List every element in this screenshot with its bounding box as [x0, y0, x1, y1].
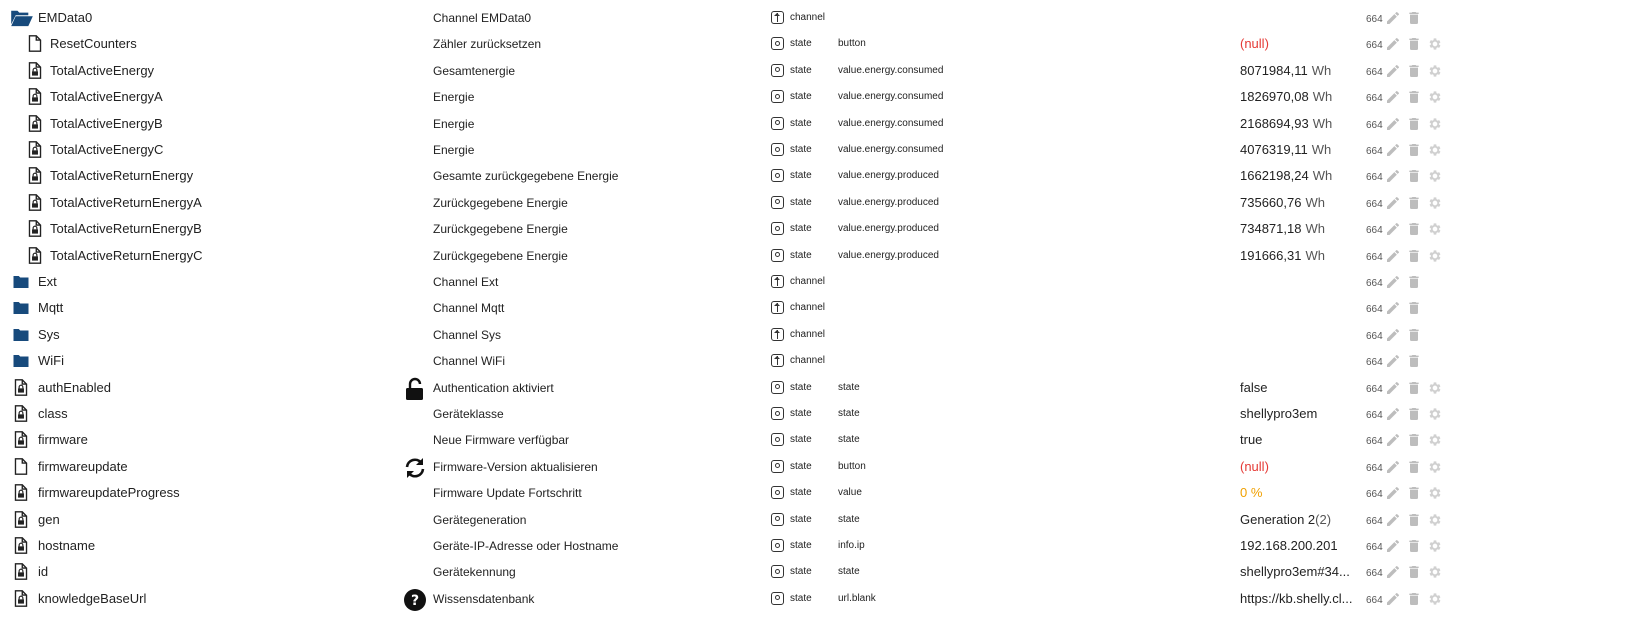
acl-rights: 664 — [1366, 251, 1383, 263]
object-role: value.energy.consumed — [838, 117, 944, 129]
object-name: WiFi — [38, 353, 64, 369]
gear-icon[interactable] — [1427, 195, 1443, 211]
tree-row-gen[interactable] — [0, 507, 1635, 533]
object-description: Gerätegeneration — [433, 512, 527, 527]
value-unit: Wh — [1312, 168, 1333, 184]
value-unit: Wh — [1305, 221, 1325, 237]
gear-icon[interactable] — [1427, 248, 1443, 264]
folder-icon[interactable] — [10, 352, 28, 370]
trash-icon[interactable] — [1406, 10, 1422, 26]
object-name: ResetCounters — [50, 36, 137, 52]
gear-icon[interactable] — [1427, 142, 1443, 158]
acl-rights: 664 — [1366, 40, 1383, 52]
gear-icon[interactable] — [1427, 36, 1443, 52]
value-text: 1826970,08 — [1240, 89, 1309, 105]
trash-icon[interactable] — [1406, 248, 1422, 264]
folder-open-icon[interactable] — [10, 9, 28, 27]
object-type: state — [790, 170, 812, 182]
gear-icon[interactable] — [1427, 406, 1443, 422]
trash-icon[interactable] — [1406, 36, 1422, 52]
object-role: value.energy.produced — [838, 249, 939, 261]
tree-row-TotalActiveEnergyA[interactable] — [0, 84, 1635, 110]
object-description: Zähler zurücksetzen — [433, 37, 542, 52]
object-name: hostname — [38, 538, 96, 553]
object-type: channel — [790, 276, 826, 287]
trash-icon[interactable] — [1406, 432, 1422, 448]
pencil-icon[interactable] — [1385, 406, 1401, 422]
value-text: 191666,31 — [1240, 247, 1302, 263]
tree-row-ResetCounters[interactable] — [0, 31, 1635, 57]
object-name: TotalActiveEnergyA — [50, 89, 163, 105]
object-value[interactable] — [1240, 31, 1269, 57]
file-lock-icon — [14, 405, 32, 423]
value-text: 4076319,11 — [1240, 142, 1308, 157]
pencil-icon[interactable] — [1385, 564, 1401, 580]
acl-rights: 664 — [1366, 66, 1383, 78]
object-description: Wissensdatenbank — [433, 591, 535, 606]
acl-rights: 664 — [1366, 146, 1383, 157]
object-type: state — [790, 513, 812, 525]
trash-icon[interactable] — [1406, 274, 1422, 290]
value-text: (null) — [1240, 36, 1269, 52]
object-description: Gesamtenergie — [433, 63, 516, 78]
object-type: state — [790, 196, 812, 208]
refresh-icon — [403, 456, 427, 480]
tree-row-TotalActiveReturnEnergyB[interactable] — [0, 216, 1635, 242]
object-description: Gerätekennung — [433, 565, 516, 580]
object-type: state — [790, 408, 812, 419]
object-value[interactable] — [1240, 190, 1325, 216]
file-lock-icon — [14, 511, 32, 529]
object-description: Geräteklasse — [433, 407, 504, 421]
state-type-icon — [771, 592, 784, 605]
object-value[interactable] — [1240, 137, 1331, 163]
object-type: channel — [790, 302, 826, 314]
object-description: Zurückgegebene Energie — [433, 222, 568, 237]
value-text: https://kb.shelly.cl... — [1240, 590, 1353, 606]
folder-icon[interactable] — [10, 299, 28, 317]
tree-row-id[interactable] — [0, 559, 1635, 585]
pencil-icon[interactable] — [1385, 432, 1401, 448]
pencil-icon[interactable] — [1385, 116, 1401, 132]
object-type: channel — [790, 355, 826, 367]
object-description: Channel Ext — [433, 275, 499, 289]
state-type-icon — [771, 196, 784, 209]
object-value[interactable] — [1240, 84, 1332, 110]
acl-rights: 664 — [1366, 462, 1383, 474]
object-value[interactable] — [1240, 454, 1269, 480]
value-text: 192.168.200.201 — [1240, 538, 1338, 553]
pencil-icon[interactable] — [1385, 221, 1401, 237]
file-lock-icon — [28, 88, 46, 106]
object-role: button — [838, 38, 866, 50]
trash-icon[interactable] — [1406, 116, 1422, 132]
value-unit: Wh — [1311, 62, 1332, 78]
value-text: false — [1240, 379, 1268, 395]
trash-icon[interactable] — [1406, 380, 1422, 396]
gear-icon[interactable] — [1427, 432, 1443, 448]
pencil-icon[interactable] — [1385, 485, 1401, 501]
value-text: 0 % — [1240, 485, 1263, 501]
file-lock-icon — [28, 62, 46, 80]
file-lock-icon — [14, 537, 32, 555]
value-text: 8071984,11 — [1240, 62, 1308, 78]
value-text: shellypro3em — [1240, 406, 1318, 421]
state-type-icon — [771, 539, 784, 552]
acl-rights: 664 — [1366, 198, 1383, 210]
value-text: true — [1240, 432, 1263, 448]
pencil-icon[interactable] — [1385, 300, 1401, 316]
object-name: authEnabled — [38, 379, 112, 395]
object-type: state — [790, 381, 812, 393]
trash-icon[interactable] — [1406, 89, 1422, 105]
object-description: Firmware Update Fortschritt — [433, 486, 582, 501]
object-value[interactable] — [1240, 559, 1350, 585]
pencil-icon[interactable] — [1385, 380, 1401, 396]
acl-rights: 664 — [1366, 383, 1383, 395]
object-value[interactable] — [1240, 480, 1262, 506]
object-description: Channel Mqtt — [433, 301, 505, 316]
object-value[interactable] — [1240, 163, 1332, 189]
tree-row-TotalActiveEnergyB[interactable] — [0, 111, 1635, 137]
state-type-icon — [771, 117, 784, 130]
state-type-icon — [771, 222, 784, 235]
object-type: state — [790, 223, 812, 235]
object-name: TotalActiveEnergyC — [50, 142, 164, 157]
object-role: value.energy.produced — [838, 170, 939, 182]
pencil-icon[interactable] — [1385, 168, 1401, 184]
trash-icon[interactable] — [1406, 300, 1422, 316]
gear-icon[interactable] — [1427, 459, 1443, 475]
file-lock-icon — [28, 220, 46, 238]
acl-rights: 664 — [1366, 278, 1383, 289]
tree-row-authEnabled[interactable] — [0, 375, 1635, 401]
object-description: Channel WiFi — [433, 354, 506, 369]
object-role: value — [838, 487, 862, 499]
help-icon — [403, 588, 427, 612]
acl-rights: 664 — [1366, 225, 1383, 237]
gear-icon[interactable] — [1427, 63, 1443, 79]
object-value[interactable] — [1240, 507, 1331, 533]
unlock-icon — [403, 377, 427, 401]
object-name: firmware — [38, 432, 88, 448]
gear-icon[interactable] — [1427, 380, 1443, 396]
acl-rights: 664 — [1366, 357, 1383, 369]
tree-row-TotalActiveEnergy[interactable] — [0, 58, 1635, 84]
object-name: TotalActiveReturnEnergy — [50, 168, 194, 184]
object-type: state — [790, 249, 812, 261]
acl-rights: 664 — [1366, 515, 1383, 527]
state-type-icon — [771, 486, 784, 499]
object-role: state — [838, 566, 860, 578]
folder-icon[interactable] — [10, 326, 28, 344]
state-type-icon — [771, 407, 784, 420]
object-name: knowledgeBaseUrl — [38, 590, 147, 606]
object-role: value.energy.consumed — [838, 64, 944, 76]
object-role: value.energy.consumed — [838, 144, 944, 155]
gear-icon[interactable] — [1427, 538, 1443, 554]
object-name: Mqtt — [38, 300, 64, 316]
trash-icon[interactable] — [1406, 63, 1422, 79]
object-value[interactable] — [1240, 586, 1352, 612]
gear-icon[interactable] — [1427, 221, 1443, 237]
trash-icon[interactable] — [1406, 406, 1422, 422]
tree-row-Mqtt[interactable] — [0, 295, 1635, 321]
acl-rights: 664 — [1366, 330, 1383, 342]
pencil-icon[interactable] — [1385, 274, 1401, 290]
object-name: TotalActiveReturnEnergyB — [50, 221, 202, 237]
value-unit: Wh — [1312, 115, 1333, 131]
tree-row-knowledgeBaseUrl[interactable] — [0, 586, 1635, 612]
object-value[interactable] — [1240, 243, 1325, 269]
object-type: channel — [790, 328, 826, 340]
channel-type-icon — [771, 328, 784, 341]
state-type-icon — [771, 433, 784, 446]
object-role: state — [838, 434, 860, 446]
pencil-icon[interactable] — [1385, 512, 1401, 528]
trash-icon[interactable] — [1406, 221, 1422, 237]
tree-row-firmware[interactable] — [0, 427, 1635, 453]
object-name: firmwareupdateProgress — [38, 485, 180, 501]
pencil-icon[interactable] — [1385, 591, 1401, 607]
tree-row-TotalActiveReturnEnergyC[interactable] — [0, 243, 1635, 269]
state-type-icon — [771, 64, 784, 77]
gear-icon[interactable] — [1427, 89, 1443, 105]
acl-rights: 664 — [1366, 489, 1383, 501]
object-role: url.blank — [838, 592, 876, 604]
tree-row-Sys[interactable] — [0, 322, 1635, 348]
gear-icon[interactable] — [1427, 564, 1443, 580]
object-value[interactable] — [1240, 111, 1332, 137]
file-lock-icon — [14, 379, 32, 397]
object-value[interactable] — [1240, 216, 1325, 242]
object-role: value.energy.consumed — [838, 91, 944, 103]
trash-icon[interactable] — [1406, 353, 1422, 369]
trash-icon[interactable] — [1406, 168, 1422, 184]
object-type: state — [790, 540, 812, 551]
object-name: firmwareupdate — [38, 458, 128, 474]
object-description: Neue Firmware verfügbar — [433, 433, 570, 448]
object-description: Firmware-Version aktualisieren — [433, 459, 598, 474]
trash-icon[interactable] — [1406, 538, 1422, 554]
file-lock-icon — [28, 247, 46, 265]
object-value[interactable] — [1240, 401, 1317, 427]
value-text: 735660,76 — [1240, 194, 1302, 210]
gear-icon[interactable] — [1427, 512, 1443, 528]
gear-icon[interactable] — [1427, 591, 1443, 607]
object-type: state — [790, 434, 812, 446]
file-lock-icon — [28, 115, 46, 133]
svg-text:?: ? — [410, 592, 420, 609]
trash-icon[interactable] — [1406, 591, 1422, 607]
acl-rights: 664 — [1366, 568, 1383, 580]
tree-row-firmwareupdateProgress[interactable] — [0, 480, 1635, 506]
value-text: 2168694,93 — [1240, 115, 1309, 131]
acl-rights: 664 — [1366, 304, 1383, 316]
object-name: EMData0 — [38, 10, 93, 25]
object-description: Gesamte zurückgegebene Energie — [433, 169, 619, 184]
file-lock-icon — [14, 431, 32, 449]
state-type-icon — [771, 381, 784, 394]
trash-icon[interactable] — [1406, 485, 1422, 501]
pencil-icon[interactable] — [1385, 63, 1401, 79]
object-type: state — [790, 460, 812, 472]
object-type: state — [790, 64, 812, 76]
value-unit: Wh — [1311, 142, 1332, 157]
channel-type-icon — [771, 354, 784, 367]
value-text: Generation 2 — [1240, 511, 1316, 527]
value-unit: Wh — [1312, 89, 1333, 105]
folder-icon[interactable] — [10, 273, 28, 291]
pencil-icon[interactable] — [1385, 459, 1401, 475]
pencil-icon[interactable] — [1385, 327, 1401, 343]
tree-row-Ext[interactable] — [0, 269, 1635, 295]
pencil-icon[interactable] — [1385, 142, 1401, 158]
object-name: id — [38, 564, 49, 580]
object-role: state — [838, 381, 860, 393]
gear-icon[interactable] — [1427, 168, 1443, 184]
trash-icon[interactable] — [1406, 459, 1422, 475]
object-role: state — [838, 408, 860, 419]
tree-row-WiFi[interactable] — [0, 348, 1635, 374]
object-name: TotalActiveReturnEnergyC — [50, 247, 203, 263]
file-lock-icon — [14, 590, 32, 608]
file-outline-icon — [14, 458, 32, 476]
object-name: class — [38, 406, 68, 421]
object-value[interactable] — [1240, 58, 1331, 84]
pencil-icon[interactable] — [1385, 353, 1401, 369]
file-lock-icon — [14, 563, 32, 581]
object-description: Zurückgegebene Energie — [433, 195, 568, 210]
object-role: info.ip — [838, 540, 865, 551]
gear-icon[interactable] — [1427, 485, 1443, 501]
object-name: gen — [38, 511, 60, 527]
value-text: 1662198,24 — [1240, 168, 1309, 184]
acl-rights: 664 — [1366, 93, 1383, 105]
state-type-icon — [771, 143, 784, 156]
pencil-icon[interactable] — [1385, 89, 1401, 105]
object-description: Channel Sys — [433, 327, 502, 342]
state-type-icon — [771, 460, 784, 473]
object-description: Channel EMData0 — [433, 11, 532, 25]
tree-row-class[interactable] — [0, 401, 1635, 427]
object-type: state — [790, 38, 812, 50]
object-role: button — [838, 460, 866, 472]
channel-type-icon — [771, 11, 784, 24]
pencil-icon[interactable] — [1385, 195, 1401, 211]
pencil-icon[interactable] — [1385, 248, 1401, 264]
trash-icon[interactable] — [1406, 327, 1422, 343]
file-lock-icon — [14, 484, 32, 502]
object-name: TotalActiveReturnEnergyA — [50, 194, 202, 210]
tree-row-hostname[interactable] — [0, 533, 1635, 559]
acl-rights: 664 — [1366, 14, 1383, 25]
file-outline-icon — [28, 35, 46, 53]
object-description: Energie — [433, 90, 475, 105]
state-type-icon — [771, 249, 784, 262]
object-value[interactable] — [1240, 427, 1262, 453]
state-type-icon — [771, 90, 784, 103]
state-type-icon — [771, 565, 784, 578]
acl-rights: 664 — [1366, 542, 1383, 553]
tree-row-TotalActiveEnergyC[interactable] — [0, 137, 1635, 163]
object-type: channel — [790, 12, 826, 23]
object-type: state — [790, 592, 812, 604]
tree-row-EMData0[interactable] — [0, 5, 1635, 31]
state-type-icon — [771, 513, 784, 526]
trash-icon[interactable] — [1406, 142, 1422, 158]
gear-icon[interactable] — [1427, 116, 1443, 132]
trash-icon[interactable] — [1406, 564, 1422, 580]
object-type: state — [790, 144, 812, 155]
object-description: Energie — [433, 143, 475, 157]
object-name: TotalActiveEnergy — [50, 62, 155, 78]
object-type: state — [790, 566, 812, 578]
object-role: value.energy.produced — [838, 223, 939, 235]
object-role: state — [838, 513, 860, 525]
object-value[interactable] — [1240, 533, 1338, 559]
channel-type-icon — [771, 275, 784, 288]
state-type-icon — [771, 169, 784, 182]
file-lock-icon — [28, 167, 46, 185]
object-name: TotalActiveEnergyB — [50, 115, 163, 131]
file-lock-icon — [28, 141, 46, 159]
pencil-icon[interactable] — [1385, 36, 1401, 52]
tree-row-TotalActiveReturnEnergy[interactable] — [0, 163, 1635, 189]
tree-row-firmwareupdate[interactable] — [0, 454, 1635, 480]
object-description: Geräte-IP-Adresse oder Hostname — [433, 539, 619, 553]
value-unit: Wh — [1305, 247, 1325, 263]
object-description: Energie — [433, 116, 475, 131]
value-text: (null) — [1240, 458, 1269, 474]
object-name: Ext — [38, 274, 57, 289]
value-text: shellypro3em#34... — [1240, 564, 1350, 580]
channel-type-icon — [771, 301, 784, 314]
object-value[interactable] — [1240, 375, 1267, 401]
object-type: state — [790, 487, 812, 499]
acl-rights: 664 — [1366, 172, 1383, 184]
object-description: Zurückgegebene Energie — [433, 248, 568, 263]
pencil-icon[interactable] — [1385, 538, 1401, 554]
acl-rights: 664 — [1366, 594, 1383, 606]
acl-rights: 664 — [1366, 436, 1383, 448]
object-type: state — [790, 91, 812, 103]
pencil-icon[interactable] — [1385, 10, 1401, 26]
value-text: 734871,18 — [1240, 221, 1302, 237]
trash-icon[interactable] — [1406, 195, 1422, 211]
value-unit: (2) — [1315, 511, 1332, 527]
object-description: Authentication aktiviert — [433, 380, 554, 395]
file-lock-icon — [28, 194, 46, 212]
tree-row-TotalActiveReturnEnergyA[interactable] — [0, 190, 1635, 216]
acl-rights: 664 — [1366, 119, 1383, 131]
value-unit: Wh — [1305, 194, 1325, 210]
object-name: Sys — [38, 326, 60, 342]
state-type-icon — [771, 37, 784, 50]
object-type: state — [790, 117, 812, 129]
object-role: value.energy.produced — [838, 196, 939, 208]
trash-icon[interactable] — [1406, 512, 1422, 528]
acl-rights: 664 — [1366, 410, 1383, 421]
